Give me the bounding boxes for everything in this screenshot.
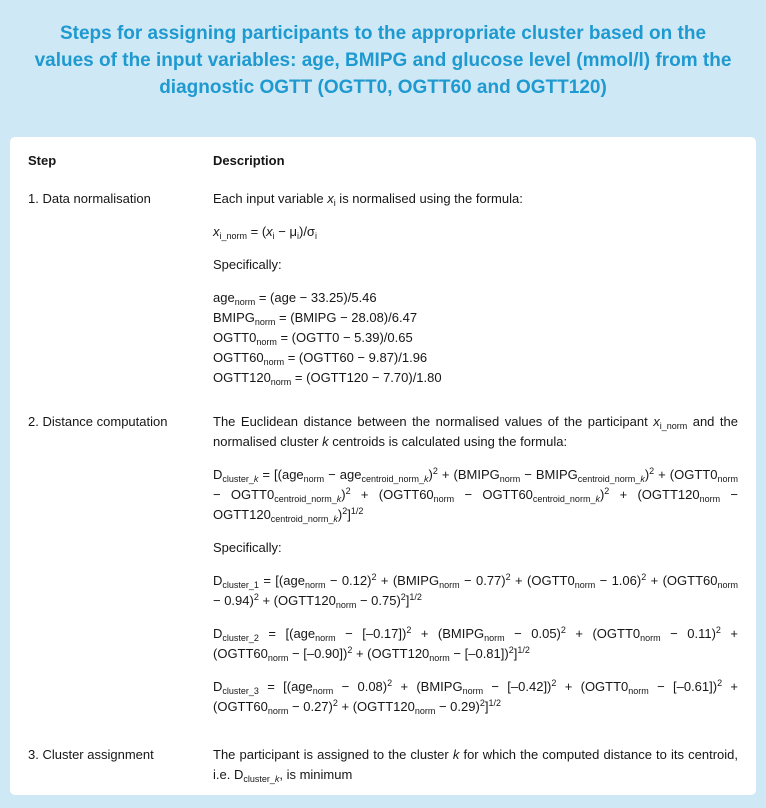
figure-title: Steps for assigning participants to the appropriate cluster based on the values of the input variables: age, BMIPG and glucose level (mmol/l) from the diagnostic OGTT (OGTT0, OGTT60 and OGTT120)	[34, 23, 732, 98]
row1-normalisation-formula: $x_{i\_norm} = (x_i - \mu_i)/\sigma_i$	[213, 224, 317, 241]
formula-cluster-1: $D_{cluster\_1} = [(age_{norm} - 0.12)^2$ + $(BMIPG_{norm} - 0.77)^2$ + $(OGTT0_{norm} - 1.06)^2$ + $(OGTT60_{norm} - 0.94)^2$ + $(OGTT120_{norm} - 0.75)^2]^{1/2}$	[213, 572, 739, 610]
formula-distance-generic: $D_{cluster\_k} = [(age_{norm} - age_{centroid\_norm\_k})^2$ + ($BMIPG_{norm}$ − $BMIPG_{centroid\_norm\_k})^2$ + ($OGTT0_{norm}$ − $OGTT0_{centroid\_norm\_k})^2$ + ($OGTT60_{norm}$ − $OGTT60_{centroid\_norm\_k})^2$ + ($OGTT120_{norm}$ − $OGTT120_{centroid\_norm\_k})^2]^{1/2}$	[213, 466, 738, 524]
row3-assignment-text: The participant is assigned to the cluster k for which the computed distance to its centroid, i.e. $D_{cluster\_k}$, is minimum	[213, 747, 738, 784]
row1-intro-text: Each input variable $x_i$ is normalised using the formula:	[213, 191, 523, 208]
formula-ogtt120-norm: $OGTT120_{norm}$ = (OGTT120 − 7.70)/1.80	[213, 370, 442, 387]
column-header-description: Description	[213, 153, 285, 168]
step-label-2: 2. Distance computation	[28, 414, 168, 429]
description-cell-1	[213, 189, 738, 388]
formula-ogtt60-norm: $OGTT60_{norm}$ = (OGTT60 − 9.87)/1.96	[213, 350, 428, 367]
formula-cluster-2: $D_{cluster\_2} = [(age_{norm} - [-0.17])^2$ + $(BMIPG_{norm} - 0.05)^2$ + $(OGTT0_{norm} - 0.11)^2$ + $(OGTT60_{norm} - [-0.90])^2$ + $(OGTT120_{norm} - [-0.81])^2]^{1/2}$	[213, 625, 739, 663]
steps-table-panel	[10, 137, 756, 795]
description-cell-3	[213, 745, 738, 785]
formula-ogtt0-norm: $OGTT0_{norm}$ = (OGTT0 − 5.39)/0.65	[213, 330, 413, 347]
table-row-data-normalisation	[28, 189, 738, 388]
step-label-1: 1. Data normalisation	[28, 191, 151, 206]
table-row-cluster-assignment	[28, 745, 738, 785]
row1-specifically-label: Specifically:	[213, 257, 282, 272]
description-cell-2	[213, 412, 738, 717]
row2-intro-text: The Euclidean distance between the normalised values of the participant $x_{i\_norm}$ and the normalised cluster k centroids is calculated using the formula:	[213, 414, 738, 449]
formula-cluster-3: $D_{cluster\_3} = [(age_{norm} - 0.08)^2$ + $(BMIPG_{norm} - [-0.42])^2$ + $(OGTT0_{norm} - [-0.61])^2$ + $(OGTT60_{norm} - 0.27)^2$ + $(OGTT120_{norm} - 0.29)^2]^{1/2}$	[213, 678, 739, 716]
formula-bmipg-norm: $BMIPG_{norm}$ = (BMIPG − 28.08)/6.47	[213, 310, 418, 327]
column-header-step: Step	[28, 153, 57, 168]
step-label-3: 3. Cluster assignment	[28, 747, 154, 762]
row2-specifically-label: Specifically:	[213, 540, 282, 555]
formula-age-norm: age$_{norm}$ = (age − 33.25)/5.46	[213, 290, 377, 307]
table-row-distance-computation	[28, 412, 738, 717]
row1-variable-formulas	[213, 288, 738, 388]
table-header-row	[28, 151, 738, 171]
